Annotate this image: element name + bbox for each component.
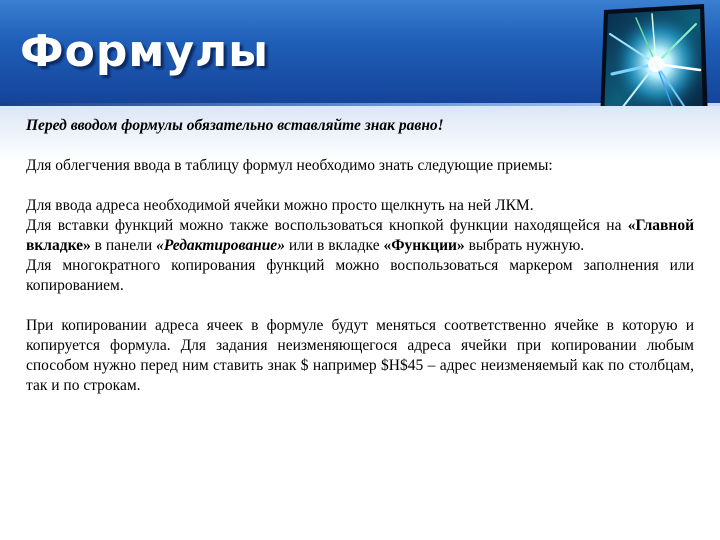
tip-functions-part4: выбрать нужную. <box>468 237 585 254</box>
tip-functions-part1: Для вставки функций можно также воспользоваться кнопкой функции находящейся на <box>26 217 622 234</box>
tip-address: Для ввода адреса необходимой ячейки можно просто щелкнуть на ней ЛКМ. <box>26 197 534 214</box>
tip-copy: Для многократного копирования функций можно воспользоваться маркером заполнения или копированием. <box>26 257 694 294</box>
spacer <box>26 176 694 196</box>
copy-note: При копировании адреса ячеек в формуле будут меняться соответственно ячейке в которую и копируется формула. Для задания неизменяющегося адреса ячейки при копировании любым способом нужно перед ним ставить знак $ например $H$45 – адрес неизменяемый как по столбцам, так и по строкам. <box>26 317 694 394</box>
functions-tab-name: «Функции» <box>383 237 465 254</box>
slide-title: Формулы <box>20 26 270 77</box>
spacer <box>26 136 694 156</box>
hint-paragraph: Для облегчения ввода в таблицу формул необходимо знать следующие приемы: <box>26 157 553 174</box>
home-tab-name: «Главной вкладке» <box>26 217 695 254</box>
tip-functions-part3: или в вкладке <box>288 237 380 254</box>
slide-body <box>26 116 694 396</box>
tip-functions-part2: в панели <box>94 237 153 254</box>
editing-panel-name: «Редактирование» <box>156 237 285 254</box>
intro-warning: Перед вводом формулы обязательно вставляйте знак равно! <box>26 117 444 134</box>
tip-functions <box>26 216 694 256</box>
spacer <box>26 296 694 316</box>
